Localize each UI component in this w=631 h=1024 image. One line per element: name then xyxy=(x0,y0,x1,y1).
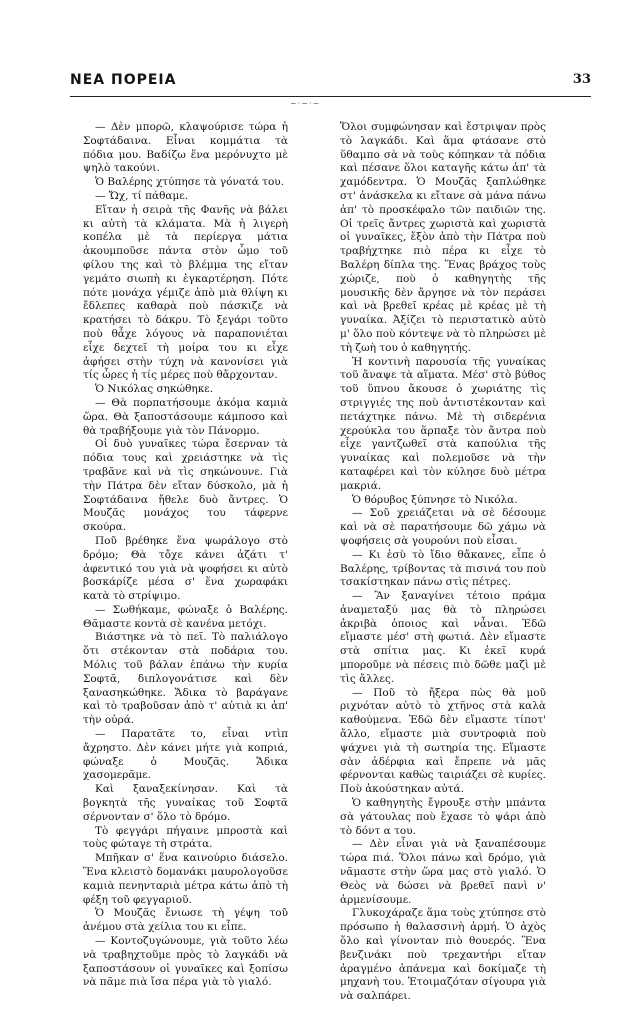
paragraph: Ὁ καθηγητὴς ἔγρουξε στὴν μπάντα σὰ γάτουλας ποὺ ἔχασε τὸ ψάρι ἀπὸ τὸ δόντ α του. xyxy=(340,797,546,837)
paragraph: — Ποῦ τὸ ἤξερα πὼς θὰ μοῦ ριχνόταν αὐτὸ τὸ χτῆνος στὰ καλὰ καθούμενα. Ἐδῶ δὲν εἴμαστε τίποτ' ἄλλο, εἴμαστε μιὰ συντροφιὰ ποὺ ψάχνει γιὰ τὴ σωτηρία της. Εἴμαστε σὰν ἀδέρφια καὶ ἔπρεπε νὰ μᾶς φέρνονται καθὼς ταιριάζει σὲ κυρίες. Ποὺ ἀκούστηκαν αὐτά. xyxy=(340,686,546,796)
paragraph: Βιάστηκε νὰ τὸ πεῖ. Τὸ παλιάλογο ὅτι στέκονταν στὰ ποδάρια του. Μόλις τοῦ βάλαν ἐπάνω τὴν κυρία Σοφτᾶ, διπλογονάτισε καὶ δὲν ξανασηκώθηκε. Ἄδικα τὸ βαράγανε καὶ τὸ τραβοῦσαν ἀπὸ τ' αὐτιὰ κι ἀπ' τὴν οὐρά. xyxy=(83,631,288,727)
header-rule xyxy=(70,96,591,97)
paragraph: Ὅλοι συμφώνησαν καὶ ἔστριψαν πρὸς τὸ λαγκάδι. Καὶ ἅμα φτάσανε στὸ ὕθαμπο σὰ νὰ τοὺς κόπηκαν τὰ πόδια καὶ πέσανε ὅλοι καταγῆς κάτω ἀπ' τὰ χαμόδεντρα. Ὁ Μουζᾶς ξαπλώθηκε στ' ἀνάσκελα κι εἴτανε σὰ μάνα πάνω ἀπ' τὸ προσκέφαλο τῶν παιδιῶν της. Οἱ τρεῖς ἄντρες χωριστὰ καὶ χωριστὰ οἱ γυναῖκες, ἔξὸν ἀπὸ τὴν Πάτρα ποὺ τραβήχτηκε πιὸ πέρα κι εἶχε τὸ Βαλέρη δίπλα της. Ἕνας βράχος τοὺς χώριζε, ποὺ ὁ καθηγητὴς τῆς μουσικῆς δὲν ἄργησε νὰ τὸν περάσει καὶ νὰ βρεθεῖ κρέας μὲ κρέας μὲ τὴ γυναίκα. Ἀξίζει τὸ περιστατικὸ αὐτὸ μ' ὅλο ποὺ κόντεψε νὰ τὸ πληρώσει μὲ τὴ ζωὴ του ὁ καθηγητής. xyxy=(340,121,546,354)
paragraph: Ἡ κοντινὴ παρουσία τῆς γυναίκας τοῦ ἄναψε τὰ αἵματα. Μέσ' στὸ βύθος τοῦ ὕπνου ἄκουσε ὁ χωριάτης τὶς στριγγιές της ποὺ ἀντιστέκονταν καὶ πετάχτηκε πάνω. Μὲ τὴ σιδερένια χερούκλα του ἅρπαξε τὸν ἄντρα ποὺ εἶχε γαντζωθεῖ στὰ καπούλια τῆς γυναίκας καὶ πολεμοῦσε νὰ τὴν καταφέρει καὶ τὸν κύλησε δυὸ μέτρα μακριά. xyxy=(340,355,546,492)
paragraph: Οἱ δυὸ γυναῖκες τώρα ἔσερναν τὰ πόδια τους καὶ χρειάστηκε νὰ τὶς τραβᾶνε καὶ νὰ τὶς σηκώνουνε. Γιὰ τὴν Πάτρα δὲν εἴταν δύσκολο, μὰ ἡ Σοφτάδαινα ἤθελε δυὸ ἄντρες. Ὁ Μουζᾶς μονάχος του τάφερνε σκούρα. xyxy=(83,438,288,534)
paragraph: — Δὲν εἶναι γιὰ νὰ ξαναπέσουμε τώρα πιά. Ὅλοι πάνω καὶ δρόμο, γιὰ νᾶμαστε στὴν ὥρα μας στὸ γιαλό. Ὁ Θεὸς νὰ δώσει νὰ βρεθεῖ πανὶ ν' ἀρμενίσουμε. xyxy=(340,838,546,906)
paragraph: Ὁ Νικόλας σηκώθηκε. xyxy=(95,383,214,396)
left-column xyxy=(83,121,288,990)
running-header xyxy=(70,72,591,94)
paragraph: Γλυκοχάραζε ἅμα τοὺς χτύπησε στὸ πρόσωπο ἡ θαλασσινὴ ἀρμή. Ὁ ἀχὸς ὅλο καὶ γίνονταν πιὸ θουερός. Ἕνα βενζινάκι ποὺ τρεχαντήρι εἴταν ἀραγμένο ἀπάνεμα καὶ δοκίμαζε τὴ μηχανὴ του. Ἐτοιμαζόταν σίγουρα γιὰ νὰ σαλπάρει. xyxy=(340,907,546,1003)
paragraph: — Ἂν ξαναγίνει τέτοιο πράμα ἀναμεταξύ μας θὰ τὸ πληρώσει ἀκριβὰ ὁποιος καὶ νἆναι. Ἐδῶ εἴμαστε μέσ' στὴ φωτιά. Δὲν εἴμαστε στὰ σπίτια μας. Κι ἐκεῖ κυρά μποροῦμε νὰ πέσεις πιὸ δῶθε μαζὶ μὲ τὶς ἄλλες. xyxy=(340,590,546,685)
paragraph: — Θὰ πορπατήσουμε ἀκόμα καμιὰ ὥρα. Θὰ ξαποστάσουμε κάμποσο καὶ θὰ τραβήξουμε γιὰ τὸν Πάνορμο. xyxy=(83,396,288,437)
magazine-title: ΝΕΑ ΠΟΡΕΙΑ xyxy=(70,72,177,88)
paragraph: — Κοντοζυγώνουμε, γιὰ τοῦτο λέω νὰ τραβηχτοῦμε πρὸς τὸ λαγκάδι νὰ ξαποστάσουν οἱ γυναῖκες καὶ ξοπίσω νὰ πᾶμε πιὰ ἴσα πέρα γιὰ τὸ γιαλό. xyxy=(83,935,288,989)
paragraph: Ὁ Βαλέρης χτύπησε τὰ γόνατά του. xyxy=(95,176,285,189)
paragraph: — Δὲν μπορῶ, κλαψούρισε τώρα ἡ Σοφτάδαινα. Εἶναι κομμάτια τὰ πόδια μου. Βαδίζω ἕνα μερόνυχτο μὲ ψηλὸ τακούνι. xyxy=(83,121,288,175)
right-column xyxy=(340,121,546,1004)
page-number: 33 xyxy=(572,72,591,87)
paragraph: — Κι ἐσὺ τὸ ἴδιο θἄκανες, εἶπε ὁ Βαλέρης, τρίβοντας τὰ πισινά του ποὺ τσακίστηκαν πάνω στὶς πέτρες. xyxy=(340,548,546,589)
paragraph: — Σωθήκαμε, φώναξε ὁ Βαλέρης. Θᾶμαστε κοντὰ σὲ κανένα μετόχι. xyxy=(83,603,288,630)
paragraph: Εἴταν ἡ σειρὰ τῆς Φανῆς νὰ βάλει κι αὐτὴ τὰ κλάματα. Μὰ ἡ λιγερὴ κοπέλα μὲ τὰ περίεργα μάτια ἀκουμποῦσε πάντα στὸν ὦμο τοῦ φίλου της καὶ τὸ βλέμμα της εἴταν γεμάτο σιωπὴ κι ἐγκαρτέρηση. Πότε πότε μονάχα γέμιζε ἀπὸ μιὰ θλίψη κι ἔδλεπες καθαρὰ ποὺ πάσκιζε νὰ κρατήσει τὸ δάκρυ. Τὸ ξεγάρι τοῦτο ποὺ θἆχε λόγους νὰ παραπονιέται εἶχε δεχτεῖ τὴ μοίρα του κι εἶχε ἀφήσει στὴν τύχη νὰ κανονίσει γιὰ τίς ὧρες ἡ τίς μέρες ποὺ θἄρχονταν. xyxy=(83,203,288,382)
paragraph: Τὸ φεγγάρι πήγαινε μπροστὰ καὶ τοὺς φώταγε τὴ στράτα. xyxy=(83,824,288,851)
paragraph: — Παρατᾶτε το, εἶναι ντὶπ ἄχρηστο. Δὲν κάνει μήτε γιὰ κοπριά, φώναξε ὁ Μουζᾶς. Ἄδικα χασομερᾶμε. xyxy=(83,728,288,782)
paragraph: — Σοῦ χρειάζεται νὰ σὲ δέσουμε καὶ νὰ σὲ παρατήσουμε δῶ χάμω νὰ ψοφήσεις σὰ γουρούνι ποὺ εἶσαι. xyxy=(340,507,546,547)
header-ornament: ~·~·~ xyxy=(290,99,321,108)
paragraph: Ποῦ βρέθηκε ἕνα ψωράλογο στὸ δρόμο; Θὰ τὄχε κάνει ἀζάτι τ' ἀφεντικό του γιὰ νὰ ψοφήσει κι αὐτὸ βοσκάρίζε μέσα σ' ἕνα χωραφάκι κατὰ τὸ στρίψιμο. xyxy=(83,534,288,603)
paragraph: — Ὤχ, τί πάθαμε. xyxy=(95,189,189,202)
paragraph: Ὁ Μουζᾶς ἔνιωσε τὴ γέψη τοῦ ἀνέμου στὰ χείλια του κι εἶπε. xyxy=(83,907,288,934)
paragraph: Μπῆκαν σ' ἕνα καινούριο διάσελο. Ἕνα κλειστὸ δομανάκι μαυρολογοῦσε καμιὰ πενηνταριὰ μέτρα κάτω ἀπὸ τὴ φέξη τοῦ φεγγαριοῦ. xyxy=(83,852,288,906)
paragraph: Ὁ θόρυβος ξύπνησε τὸ Νικόλα. xyxy=(352,493,518,506)
paragraph: Καὶ ξαναξεκίνησαν. Καὶ τὰ βογκητὰ τῆς γυναίκας τοῦ Σοφτᾶ σέρνονταν σ' ὅλο τὸ δρόμο. xyxy=(83,783,288,823)
